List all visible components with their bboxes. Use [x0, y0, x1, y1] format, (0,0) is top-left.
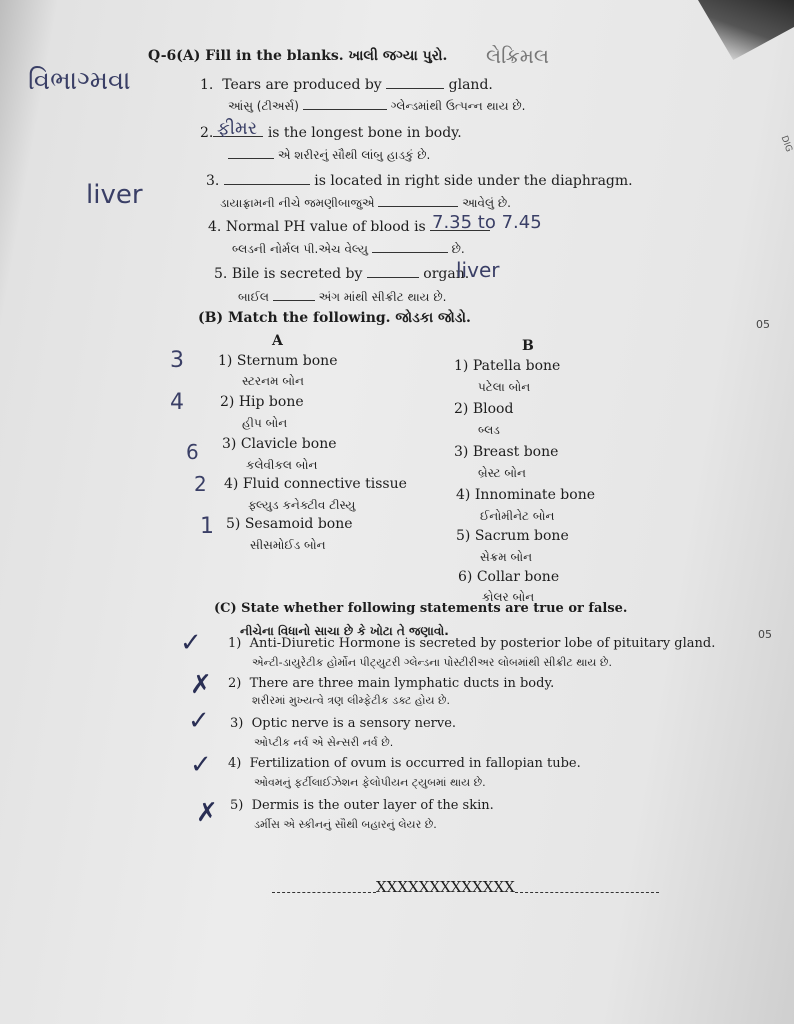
match-answer-5: 1 [200, 514, 214, 539]
tf-item-3-gu: ઓપ્ટીક નર્વ એ સેન્સરી નર્વ છે. [254, 736, 394, 749]
answer-1-handwritten: લેક્રિમલ [486, 44, 549, 68]
col-a-item-2-gu: હીપ બોન [242, 416, 288, 430]
fill-item-5: 5. Bile is secreted by organ. [214, 266, 470, 282]
match-answer-2: 4 [170, 390, 184, 415]
col-a-item-5: 5) Sesamoid bone [226, 516, 353, 532]
match-answer-4: 2 [194, 472, 207, 496]
side-margin-text: DIG [778, 134, 794, 154]
fill-item-5-gu: બાઈલ અંગ માંથી સીક્રીટ થાય છે. [238, 290, 447, 304]
cross-mark-icon: ✗ [190, 670, 212, 700]
fill-item-2: 2. is the longest bone in body. [200, 125, 462, 141]
col-b-item-1: 1) Patella bone [454, 358, 561, 374]
tf-item-2-gu: શરીરમાં મુખ્યત્વે ત્રણ લીમ્ફેટીક ડક્ટ હોય છે. [252, 694, 451, 707]
col-b-item-4-gu: ઈનોમીનેટ બોન [480, 509, 555, 523]
col-a-item-2: 2) Hip bone [220, 394, 304, 410]
section-a-heading: Q-6(A) Fill in the blanks. ખાલી જગ્યા પુરો. [148, 48, 448, 64]
fill-item-4: 4. Normal PH value of blood is [208, 218, 490, 235]
section-b-marks: 05 [756, 318, 770, 331]
col-a-item-4: 4) Fluid connective tissue [224, 476, 407, 492]
col-a-item-3: 3) Clavicle bone [222, 436, 337, 452]
col-b-item-6: 6) Collar bone [458, 569, 560, 585]
col-b-item-5: 5) Sacrum bone [456, 528, 569, 544]
tf-item-5: 5) Dermis is the outer layer of the skin. [230, 798, 494, 813]
end-of-paper-marker: XXXXXXXXXXXXX [272, 878, 659, 896]
col-a-item-3-gu: કલેવીકલ બોન [246, 458, 318, 472]
check-mark-icon: ✓ [190, 750, 212, 780]
margin-note-handwritten: વિભાગ્મવા [28, 66, 131, 96]
col-b-item-5-gu: સેક્રમ બોન [480, 550, 533, 564]
tf-item-5-gu: ડર્મીસ એ સ્કીનનું સૌથી બહારનું લેયર છે. [254, 818, 437, 831]
tf-item-2: 2) There are three main lymphatic ducts in body. [228, 676, 555, 691]
fill-item-3-gu: ડાયાફ્રામની નીચે જમણીબાજુએ આવેલું છે. [220, 196, 511, 210]
fill-item-2-gu: એ શરીરનું સૌથી લાંબુ હાડકું છે. [228, 146, 430, 163]
fill-item-1-gu: આંસુ (ટીઅર્સ) ગ્લેન્ડમાંથી ઉત્પન્ન થાય છે. [228, 99, 526, 113]
answer-4-handwritten: 7.35 to 7.45 [432, 212, 542, 233]
cross-mark-icon: ✗ [196, 798, 218, 828]
col-b-item-3: 3) Breast bone [454, 444, 559, 460]
col-b-item-2: 2) Blood [454, 401, 514, 417]
section-b-heading: (B) Match the following. જોડકા જોડો. [198, 310, 471, 326]
col-a-item-5-gu: સીસમોઈડ બોન [250, 538, 326, 552]
tf-item-4: 4) Fertilization of ovum is occurred in fallopian tube. [228, 756, 581, 771]
col-b-item-2-gu: બ્લડ [478, 423, 500, 437]
col-b-item-1-gu: પટેલા બોન [478, 380, 531, 394]
fill-item-3: 3. is located in right side under the diaphragm. [206, 173, 633, 189]
col-b-item-3-gu: બ્રેસ્ટ બોન [478, 466, 526, 480]
fill-item-1: 1. Tears are produced by gland. [200, 77, 493, 93]
tf-item-4-gu: ઓવમનું ફર્ટીલાઈઝેશન ફેલોપીયન ટ્યુબમાં થાય છે. [254, 776, 486, 789]
check-mark-icon: ✓ [188, 706, 210, 736]
answer-2-handwritten: ફીમર [217, 118, 258, 139]
answer-5-handwritten: liver [456, 258, 500, 282]
col-b-item-4: 4) Innominate bone [456, 487, 595, 503]
col-a-item-1-gu: સ્ટરનમ બોન [242, 374, 304, 388]
col-a-item-4-gu: ફ્લ્યુડ કનેક્ટીવ ટીસ્યુ [248, 498, 356, 512]
fill-item-4-gu: બ્લડની નોર્મલ પી.એચ વેલ્યુ છે. [232, 242, 465, 256]
column-a-header: A [272, 333, 283, 349]
check-mark-icon: ✓ [180, 628, 202, 658]
tf-item-1-gu: એન્ટી-ડાયુરેટીક હોર્મોન પીટ્યુટરી ગ્લેન્ડના પોસ્ટીરીઅર લોબમાંથી સીક્રીટ થાય છે. [252, 656, 612, 669]
section-c-heading: (C) State whether following statements are true or false. [214, 601, 628, 616]
column-b-header: B [522, 338, 534, 354]
col-a-item-1: 1) Sternum bone [218, 353, 338, 369]
tf-item-3: 3) Optic nerve is a sensory nerve. [230, 716, 457, 731]
section-c-heading-gu: નીચેના વિધાનો સાચા છે કે ખોટા તે જણાવો. [240, 624, 449, 638]
section-c-marks: 05 [758, 628, 772, 641]
match-answer-3: 6 [186, 440, 199, 464]
margin-note-liver: liver [86, 180, 143, 210]
page-fold-shadow [634, 0, 794, 60]
tf-item-1: 1) Anti-Diuretic Hormone is secreted by posterior lobe of pituitary gland. [228, 636, 716, 651]
match-answer-1: 3 [170, 348, 184, 373]
col-b-item-6-gu: કોલર બોન [482, 590, 535, 604]
